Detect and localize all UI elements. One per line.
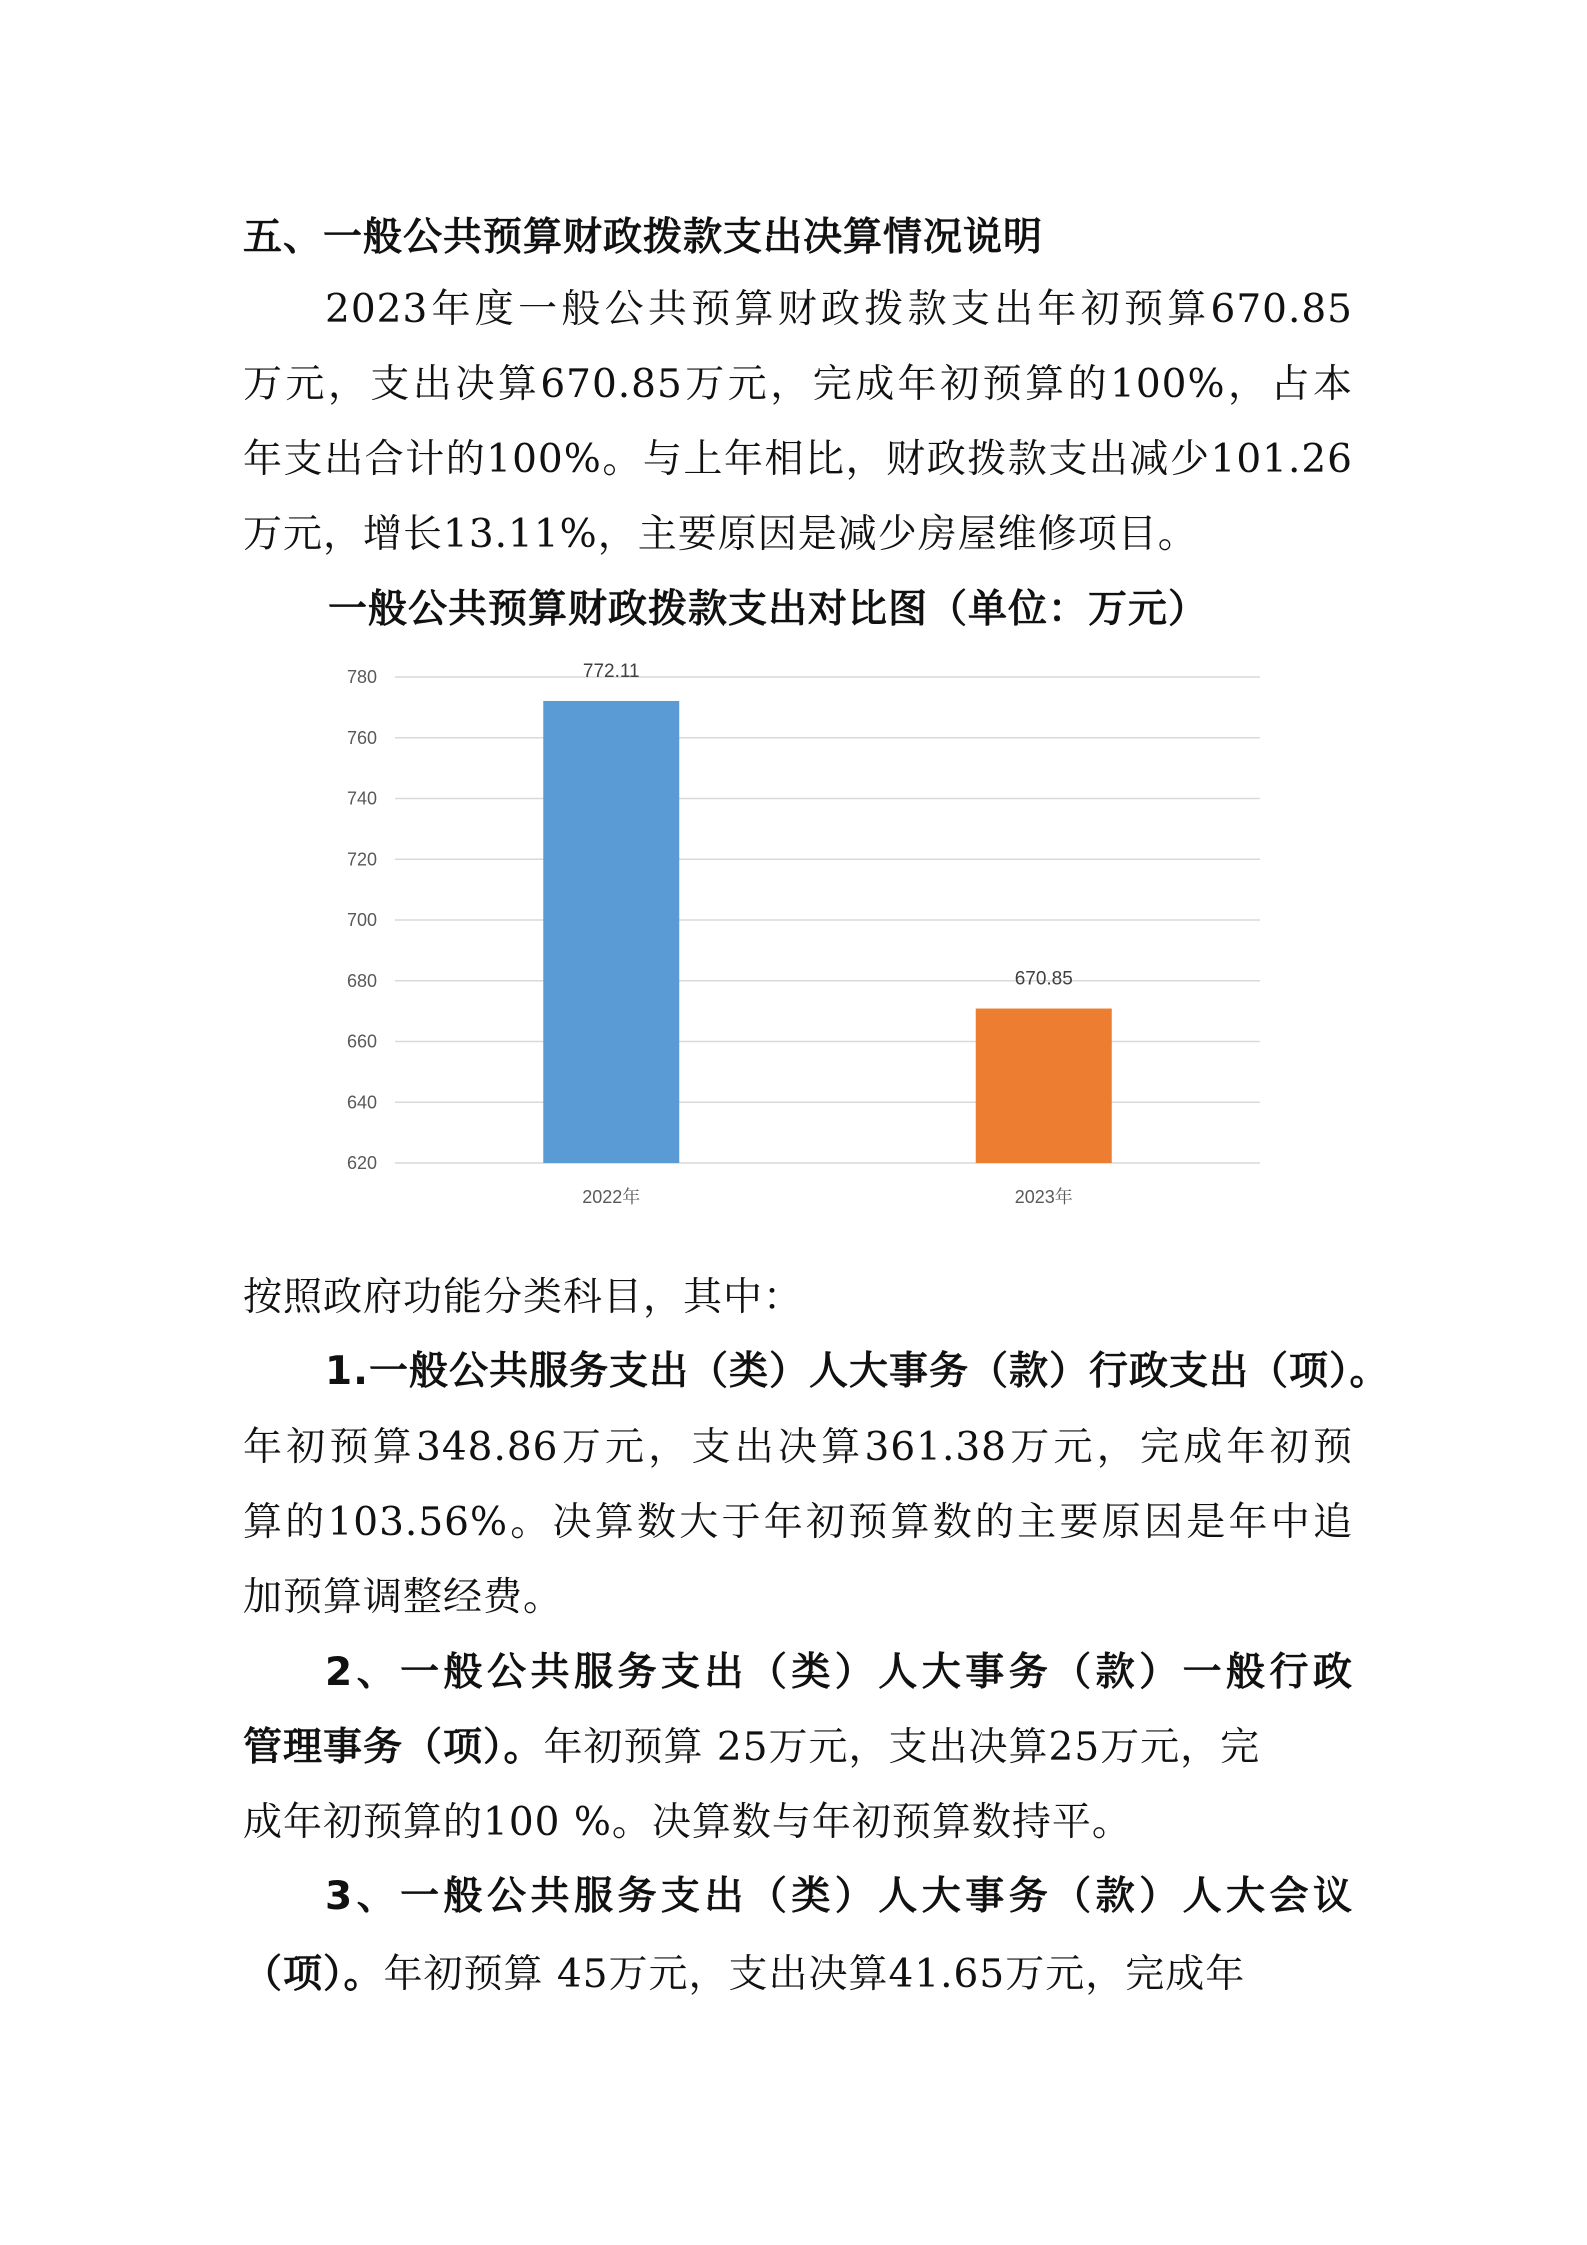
item3-line-2 — [243, 1952, 1353, 1997]
bar — [543, 701, 679, 1163]
classification-intro: 按照政府功能分类科目，其中： — [243, 1275, 804, 1320]
x-tick-label: 2022年 — [582, 1187, 641, 1207]
item2-line-3: 成年初预算的100 %。决算数与年初预算数持平。 — [243, 1800, 1132, 1845]
y-tick-label: 780 — [346, 667, 377, 687]
y-tick-label: 760 — [346, 727, 377, 748]
bar-chart — [330, 655, 1270, 1225]
y-tick-label: 640 — [346, 1092, 377, 1113]
item3-text: 年初预算 45万元，支出决算41.65万元，完成年 — [383, 1952, 1246, 1997]
x-tick-label: 2023年 — [1014, 1187, 1073, 1207]
chart-title: 一般公共预算财政拨款支出对比图（单位：万元） — [328, 587, 1209, 632]
item1-line-3: 加预算调整经费。 — [243, 1575, 564, 1620]
item2-heading: 2、一般公共服务支出（类）人大事务（款）一般行政 — [325, 1650, 1353, 1695]
y-tick-label: 660 — [346, 1031, 377, 1052]
y-tick-label: 740 — [346, 788, 377, 809]
y-tick-label: 720 — [346, 849, 377, 870]
paragraph-line-4: 万元，增长13.11%，主要原因是减少房屋维修项目。 — [243, 512, 1198, 557]
y-tick-label: 700 — [346, 910, 377, 930]
item1-line-1: 年初预算348.86万元，支出决算361.38万元，完成年初预 — [243, 1425, 1353, 1470]
item2-heading-end: 管理事务（项）。 — [243, 1725, 544, 1770]
y-tick-label: 680 — [346, 970, 377, 991]
data-label: 772.11 — [582, 660, 640, 682]
item1-heading: 1.一般公共服务支出（类）人大事务（款）行政支出（项）。 — [325, 1349, 1390, 1394]
y-tick-label: 620 — [346, 1153, 377, 1173]
item3-heading-end: （项）。 — [243, 1952, 384, 1997]
paragraph-line-1: 2023年度一般公共预算财政拨款支出年初预算670.85 — [325, 287, 1353, 332]
item1-line-2: 算的103.56%。决算数大于年初预算数的主要原因是年中追 — [243, 1500, 1353, 1545]
item2-text: 年初预算 25万元，支出决算25万元，完 — [543, 1725, 1261, 1770]
paragraph-line-3: 年支出合计的100%。与上年相比，财政拨款支出减少101.26 — [243, 437, 1353, 482]
item3-heading: 3、一般公共服务支出（类）人大事务（款）人大会议 — [325, 1874, 1353, 1919]
paragraph-line-2: 万元，支出决算670.85万元，完成年初预算的100%，占本 — [243, 362, 1353, 407]
bar — [976, 1009, 1112, 1163]
item2-line-2 — [243, 1725, 1353, 1770]
bar-chart-svg — [330, 655, 1270, 1225]
section-heading: 五、一般公共预算财政拨款支出决算情况说明 — [243, 215, 1044, 260]
data-label: 670.85 — [1014, 968, 1073, 990]
